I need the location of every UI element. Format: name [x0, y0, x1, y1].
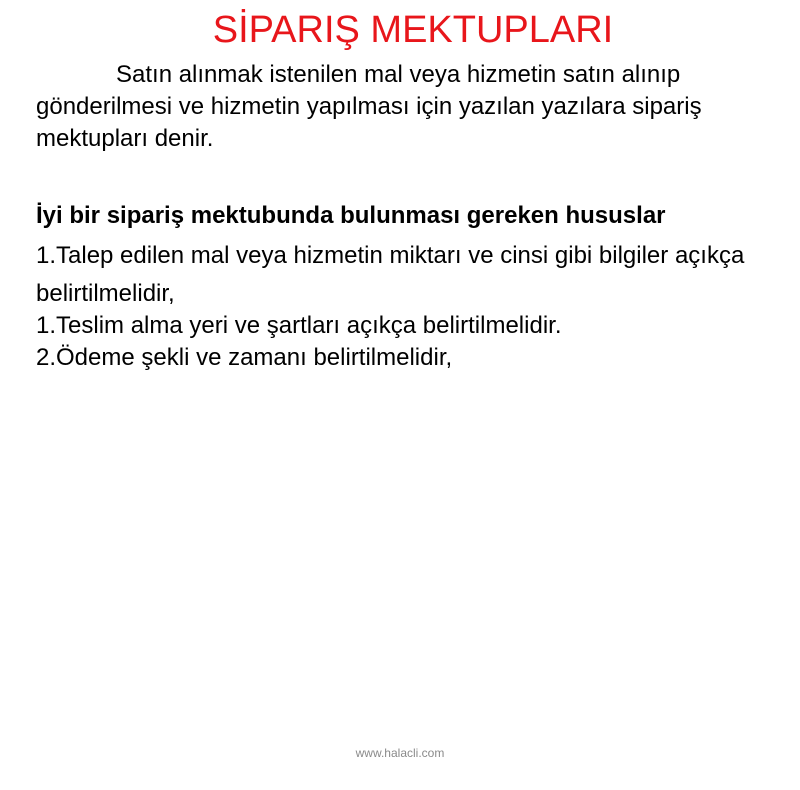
list-item-text: 1.Teslim alma yeri ve şartları açıkça belirtilmelidir.	[36, 312, 562, 339]
requirements-list	[36, 240, 756, 374]
list-item	[36, 240, 756, 310]
footer-url: www.halacli.com	[355, 746, 445, 760]
list-item	[36, 342, 756, 374]
list-item-text: 2.Ödeme şekli ve zamanı belirtilmelidir,	[36, 344, 453, 371]
list-item-continuation: belirtilmelidir,	[36, 280, 175, 307]
intro-paragraph: Satın alınmak istenilen mal veya hizmetin satın alınıp gönderilmesi ve hizmetin yapılması için yazılan yazılara sipariş mektupları denir.	[36, 61, 702, 152]
list-item	[36, 310, 756, 342]
slide-title: SİPARIŞ MEKTUPLARI	[212, 9, 614, 51]
requirements-heading: İyi bir sipariş mektubunda bulunması gereken hususlar	[36, 202, 666, 229]
list-item-text: 1.Talep edilen mal veya hizmetin miktarı ve cinsi gibi bilgiler açıkça	[36, 242, 745, 269]
